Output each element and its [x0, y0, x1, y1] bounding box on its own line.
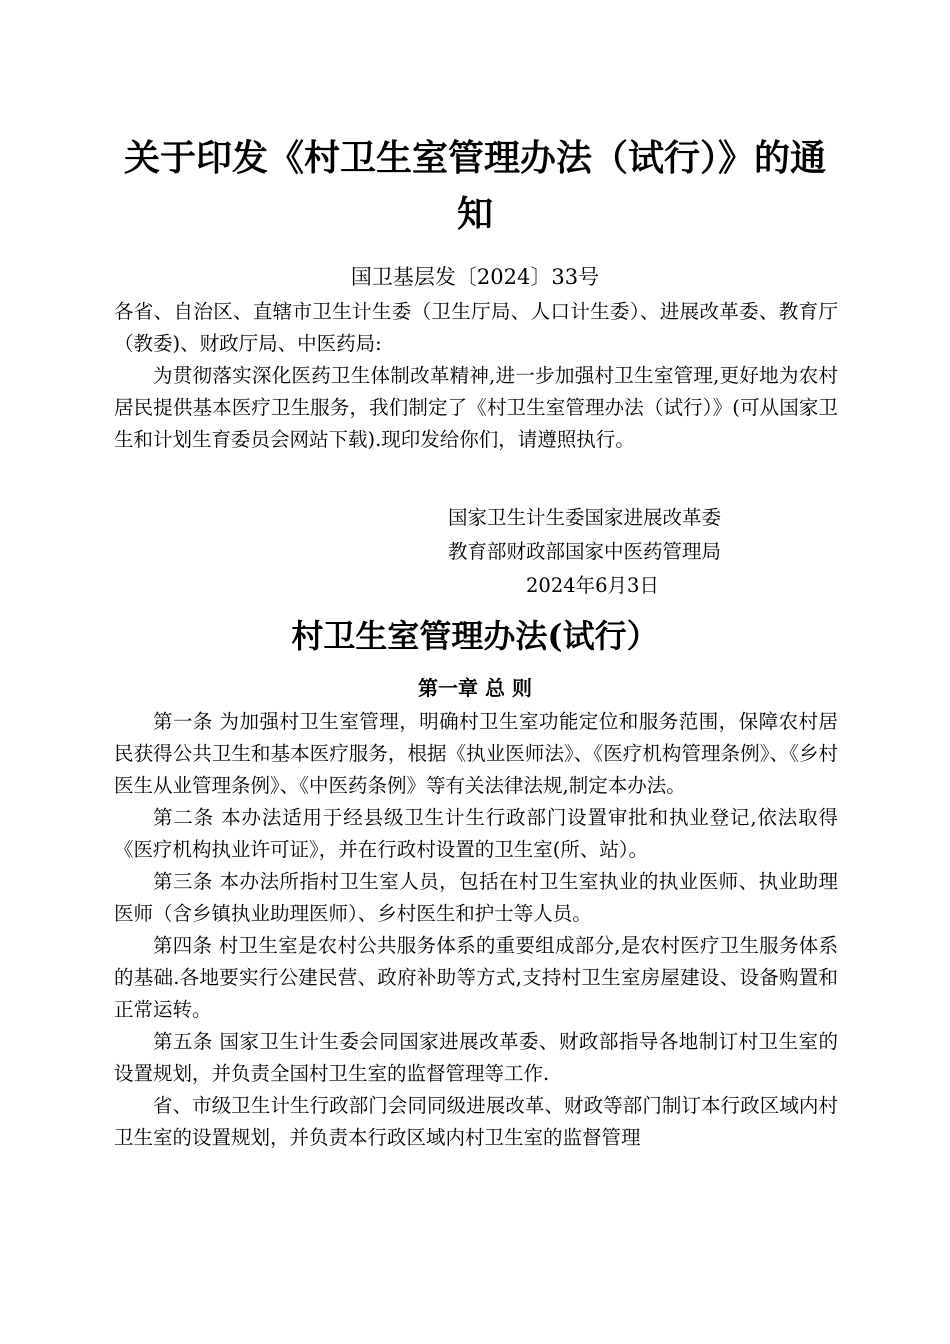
chapter-heading: 第一章 总 则: [418, 676, 532, 700]
document-number: 国卫基层发〔2024〕33号: [350, 265, 600, 289]
signature-line-2: 教育部财政部国家中医药管理局: [448, 540, 722, 563]
issue-date: 2024年6月3日: [526, 574, 659, 597]
article-1: 第一条 为加强村卫生室管理，明确村卫生室功能定位和服务范围，保障农村居民获得公共卫生和基本医疗服务，根据《执业医师法》、《医疗机构管理条例》、《乡村医生从业管理条例》、《中医药条例》等有关法律法规,制定本办法。: [114, 710, 838, 797]
regulation-title: 村卫生室管理办法(试行）: [291, 617, 659, 655]
article-3: 第三条 本办法所指村卫生室人员，包括在村卫生室执业的执业医师、执业助理医师（含乡镇执业助理医师）、乡村医生和护士等人员。: [114, 870, 838, 925]
notice-body: [114, 296, 838, 456]
notice-title: 关于印发《村卫生室管理办法（试行）》的通知: [123, 137, 826, 235]
article-5: 第五条 国家卫生计生委会同国家进展改革委、财政部指导各地制订村卫生室的设置规划，并负责全国村卫生室的监督管理等工作.: [114, 1030, 838, 1085]
article-2: 第二条 本办法适用于经县级卫生计生行政部门设置审批和执业登记,依法取得《医疗机构执业许可证》，并在行政村设置的卫生室(所、站）。: [114, 806, 838, 861]
regulation-body: [114, 706, 838, 1154]
article-4: 第四条 村卫生室是农村公共服务体系的重要组成部分,是农村医疗卫生服务体系的基础.各地要实行公建民营、政府补助等方式,支持村卫生室房屋建设、设备购置和正常运转。: [114, 934, 838, 1021]
article-5-paragraph-2: 省、市级卫生计生行政部门会同同级进展改革、财政等部门制订本行政区域内村卫生室的设置规划，并负责本行政区域内村卫生室的监督管理: [114, 1094, 838, 1149]
notice-paragraph: 为贯彻落实深化医药卫生体制改革精神,进一步加强村卫生室管理,更好地为农村居民提供基本医疗卫生服务，我们制定了《村卫生室管理办法（试行）》(可从国家卫生和计划生育委员会网站下载).现印发给你们，请遵照执行。: [114, 364, 838, 451]
signature-line-1: 国家卫生计生委国家进展改革委: [448, 506, 722, 529]
addressee: 各省、自治区、直辖市卫生计生委（卫生厅局、人口计生委）、进展改革委、教育厅（教委)、财政厅局、中医药局:: [114, 300, 838, 355]
